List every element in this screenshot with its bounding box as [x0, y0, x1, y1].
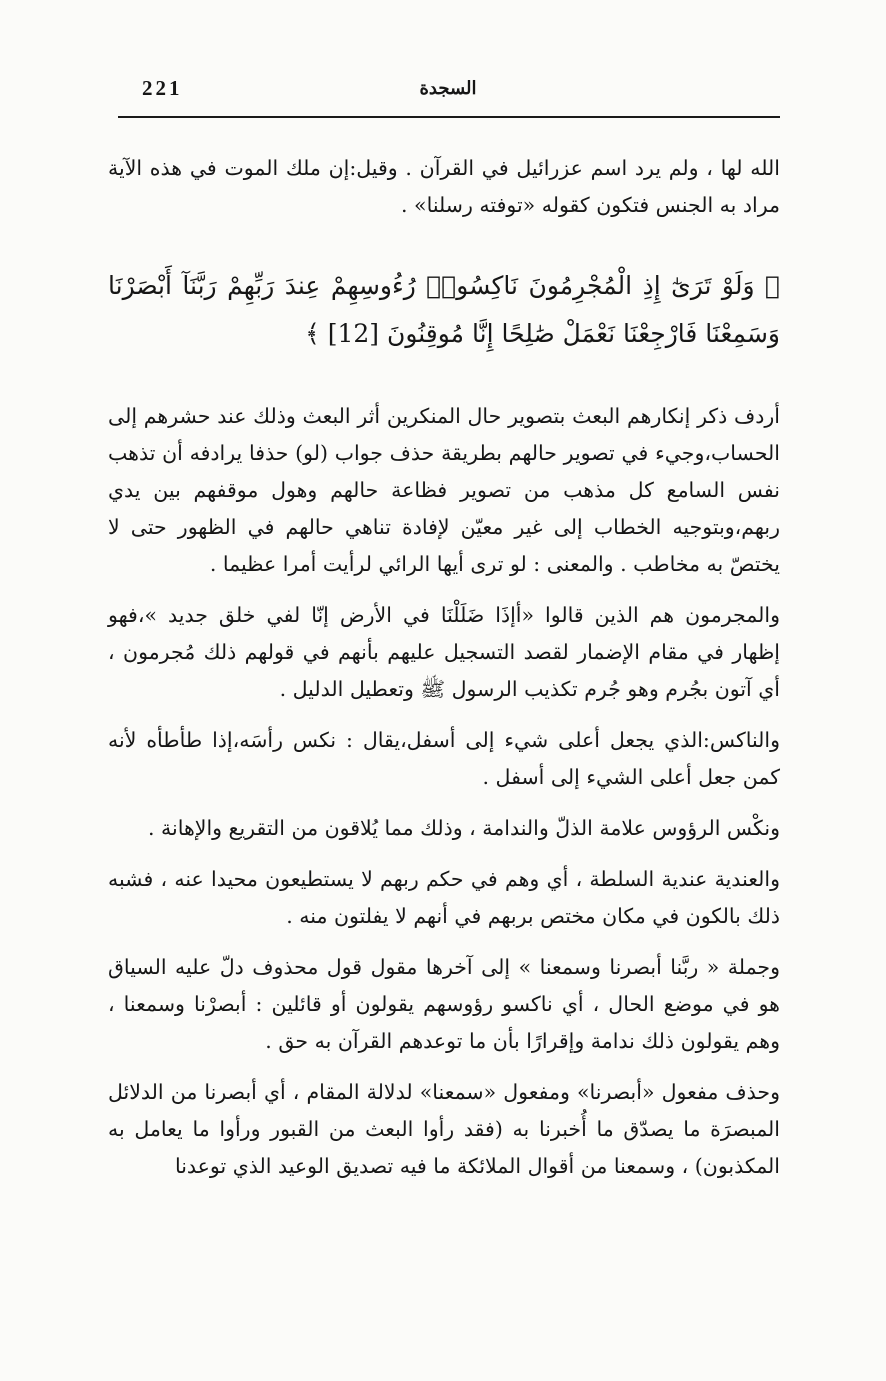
paragraph: ونكْس الرؤوس علامة الذلّ والندامة ، وذلك مما يُلاقون من التقريع والإهانة . — [147, 816, 780, 840]
paragraph: والعندية عندية السلطة ، أي وهم في حكم ربهم لا يستطيعون محيدا عنه ، فشبه ذلك بالكون في مكان مختص بربهم في أنهم لا يفلتون منه . — [108, 867, 780, 928]
quran-verse: ﴿ وَلَوْ تَرَىٰٓ إِذِ الْمُجْرِمُونَ نَاكِسُوا۟ رُءُوسِهِمْ عِندَ رَبِّهِمْ رَبَّنَآ أَبْصَرْنَا وَسَمِعْنَا فَارْجِعْنَا نَعْمَلْ صَٰلِحًا إِنَّا مُوقِنُونَ [12] ﴾ — [108, 271, 780, 348]
page-body — [108, 150, 780, 1185]
header-rule — [118, 116, 780, 118]
running-title: السجدة — [419, 78, 477, 99]
page-number: 221 — [142, 76, 183, 100]
page-header — [118, 72, 778, 112]
paragraph: والمجرمون هم الذين قالوا «أإذَا ضَلَلْنَا في الأرض إنّا لفي خلق جديد »،فهو إظهار في مقام الإضمار لقصد التسجيل عليهم بأنهم في قولهم ذلك مُجرمون ، أي آتون بجُرم وهو جُرم تكذيب الرسول ﷺ وتعطيل الدليل . — [108, 603, 780, 701]
paragraph: وحذف مفعول «أبصرنا» ومفعول «سمعنا» لدلالة المقام ، أي أبصرنا من الدلائل المبصرَة ما يصدّق ما أُخبرنا به (فقد رأوا البعث من القبور ورأوا ما يعامل به المكذبون) ، وسمعنا من أقوال الملائكة ما فيه تصديق الوعيد الذي توعدنا — [108, 1080, 780, 1178]
paragraph-intro: الله لها ، ولم يرد اسم عزرائيل في القرآن . وقيل:إن ملك الموت في هذه الآية مراد به الجنس فتكون كقوله «توفته رسلنا» . — [108, 156, 780, 217]
paragraph: والناكس:الذي يجعل أعلى شيء إلى أسفل،يقال : نكس رأسَه،إذا طأطأه لأنه كمن جعل أعلى الشيء إلى أسفل . — [108, 728, 780, 789]
paragraph: أردف ذكر إنكارهم البعث بتصوير حال المنكرين أثر البعث وذلك عند حشرهم إلى الحساب،وجيء في تصوير حالهم بطريقة حذف جواب (لو) حذفا يرادفه أن تذهب نفس السامع كل مذهب من تصوير فظاعة حالهم وهول موقفهم بين يدي ربهم،وبتوجيه الخطاب إلى غير معيّن لإفادة تناهي حالهم في الظهور حتى لا يختصّ به مخاطب . والمعنى : لو ترى أيها الرائي لرأيت أمرا عظيما . — [108, 404, 780, 576]
paragraph: وجملة « ربَّنا أبصرنا وسمعنا » إلى آخرها مقول قول محذوف دلّ عليه السياق هو في موضع الحال ، أي ناكسو رؤوسهم يقولون أو قائلين : أبصرْنا وسمعنا ، وهم يقولون ذلك ندامة وإقرارًا بأن ما توعدهم القرآن به حق . — [108, 955, 780, 1053]
